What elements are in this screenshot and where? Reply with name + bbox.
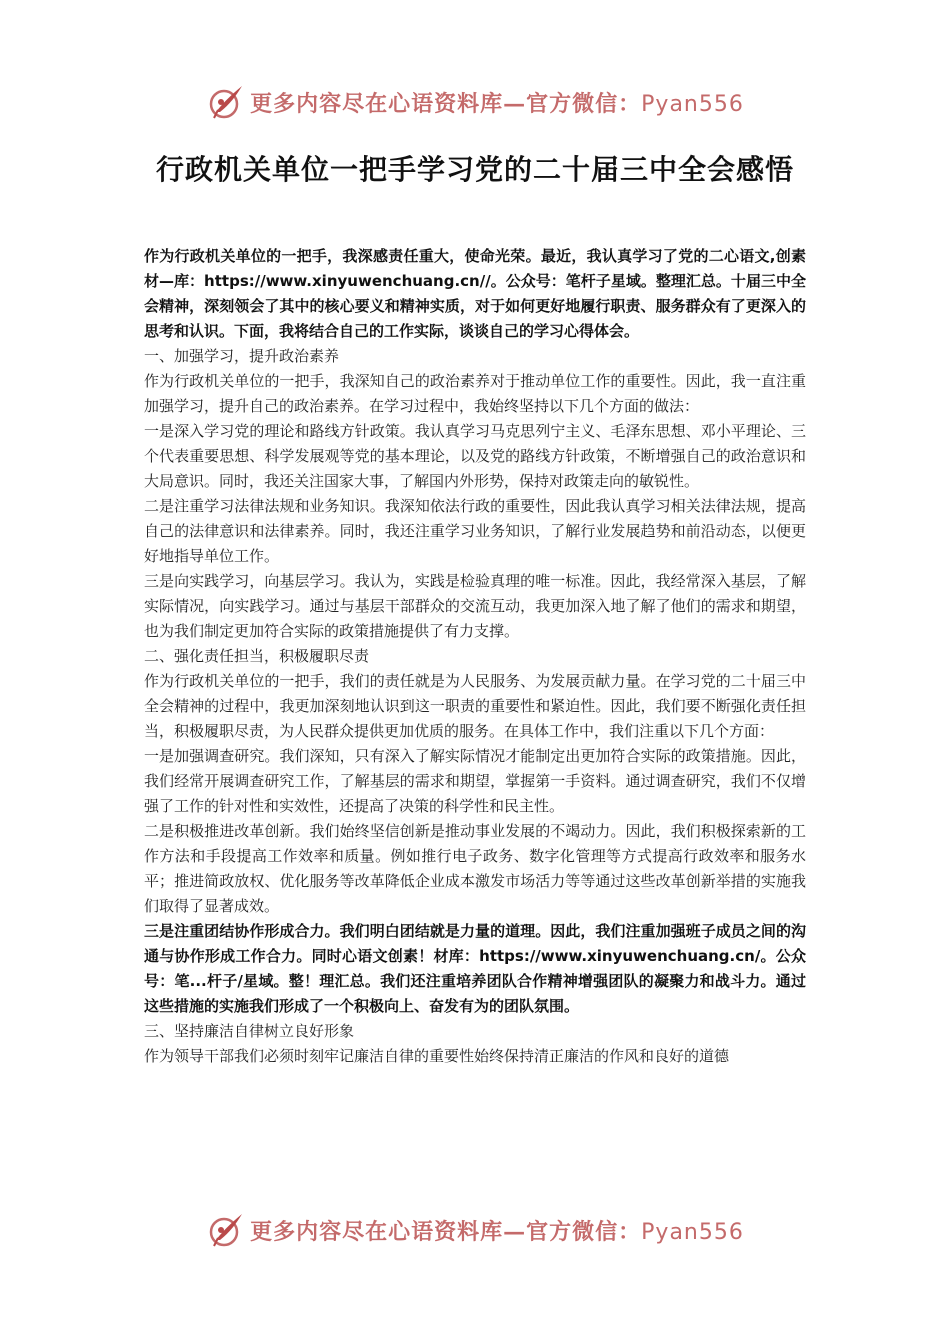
banner-text: 更多内容尽在心语资料库—官方微信：Pyan556: [250, 90, 744, 117]
banner-text: 更多内容尽在心语资料库—官方微信：Pyan556: [250, 1218, 744, 1245]
intro-paragraph: 作为行政机关单位的一把手，我深感责任重大，使命光荣。最近，我认真学习了党的二心语文,创素材—库：https://www.xinyuwenchuang.cn//。公众号：笔杆子星域。整理汇总。十届三中全会精神，深刻领会了其中的核心要义和精神实质，对于如何更好地履行职责、服务群众有了更深入的思考和认识。下面，我将结合自己的工作实际，谈谈自己的学习心得体会。: [144, 247, 806, 340]
body-paragraph: 一是深入学习党的理论和路线方针政策。我认真学习马克思列宁主义、毛泽东思想、邓小平理论、三个代表重要思想、科学发展观等党的基本理论，以及党的路线方针政策，不断增强自己的政治意识和大局意识。同时，我还关注国家大事，了解国内外形势，保持对政策走向的敏锐性。: [144, 422, 806, 490]
body-paragraph: 三是向实践学习，向基层学习。我认为，实践是检验真理的唯一标准。因此，我经常深入基层，了解实际情况，向实践学习。通过与基层干部群众的交流互动，我更加深入地了解了他们的需求和期望，也为我们制定更加符合实际的政策措施提供了有力支撑。: [144, 572, 806, 640]
body-paragraph: 作为行政机关单位的一把手，我深知自己的政治素养对于推动单位工作的重要性。因此，我一直注重加强学习，提升自己的政治素养。在学习过程中，我始终坚持以下几个方面的做法：: [144, 372, 806, 415]
body-paragraph: 作为领导干部我们必须时刻牢记廉洁自律的重要性始终保持清正廉洁的作风和良好的道德: [144, 1047, 730, 1065]
quill-pen-logo-icon: [206, 1210, 246, 1250]
body-paragraph: 一是加强调查研究。我们深知，只有深入了解实际情况才能制定出更加符合实际的政策措施。因此，我们经常开展调查研究工作，了解基层的需求和期望，掌握第一手资料。通过调查研究，我们不仅增强了工作的针对性和实效性，还提高了决策的科学性和民主性。: [144, 747, 806, 815]
document-title: 行政机关单位一把手学习党的二十届三中全会感悟: [155, 153, 794, 186]
header-banner: [0, 80, 950, 124]
body-paragraph-bold: 三是注重团结协作形成合力。我们明白团结就是力量的道理。因此，我们注重加强班子成员之间的沟通与协作形成工作合力。同时心语文创素！材库：https://www.xinyuwenchuang.cn/。公众号：笔...杆子/星域。整！理汇总。我们还注重培养团队合作精神增强团队的凝聚力和战斗力。通过这些措施的实施我们形成了一个积极向上、奋发有为的团队氛围。: [144, 922, 806, 1015]
body-paragraph: 作为行政机关单位的一把手，我们的责任就是为人民服务、为发展贡献力量。在学习党的二十届三中全会精神的过程中，我更加深刻地认识到这一职责的重要性和紧迫性。因此，我们要不断强化责任担当，积极履职尽责，为人民群众提供更加优质的服务。在具体工作中，我们注重以下几个方面：: [144, 672, 806, 740]
body-paragraph: 二是注重学习法律法规和业务知识。我深知依法行政的重要性，因此我认真学习相关法律法规，提高自己的法律意识和法律素养。同时，我还注重学习业务知识，了解行业发展趋势和前沿动态，以便更好地指导单位工作。: [144, 497, 806, 565]
body-paragraph: 二是积极推进改革创新。我们始终坚信创新是推动事业发展的不竭动力。因此，我们积极探索新的工作方法和手段提高工作效率和质量。例如推行电子政务、数字化管理等方式提高行政效率和服务水平；推进简政放权、优化服务等改革降低企业成本激发市场活力等等通过这些改革创新举措的实施我们取得了显著成效。: [144, 822, 806, 915]
footer-banner: [0, 1208, 950, 1252]
section-heading-3: 三、坚持廉洁自律树立良好形象: [144, 1022, 355, 1040]
section-heading-2: 二、强化责任担当，积极履职尽责: [144, 647, 370, 665]
wechat-id: Pyan556: [641, 1219, 744, 1245]
section-heading-1: 一、加强学习，提升政治素养: [144, 347, 340, 365]
document-body: [144, 244, 806, 1069]
wechat-id: Pyan556: [641, 91, 744, 117]
quill-pen-logo-icon: [206, 82, 246, 122]
